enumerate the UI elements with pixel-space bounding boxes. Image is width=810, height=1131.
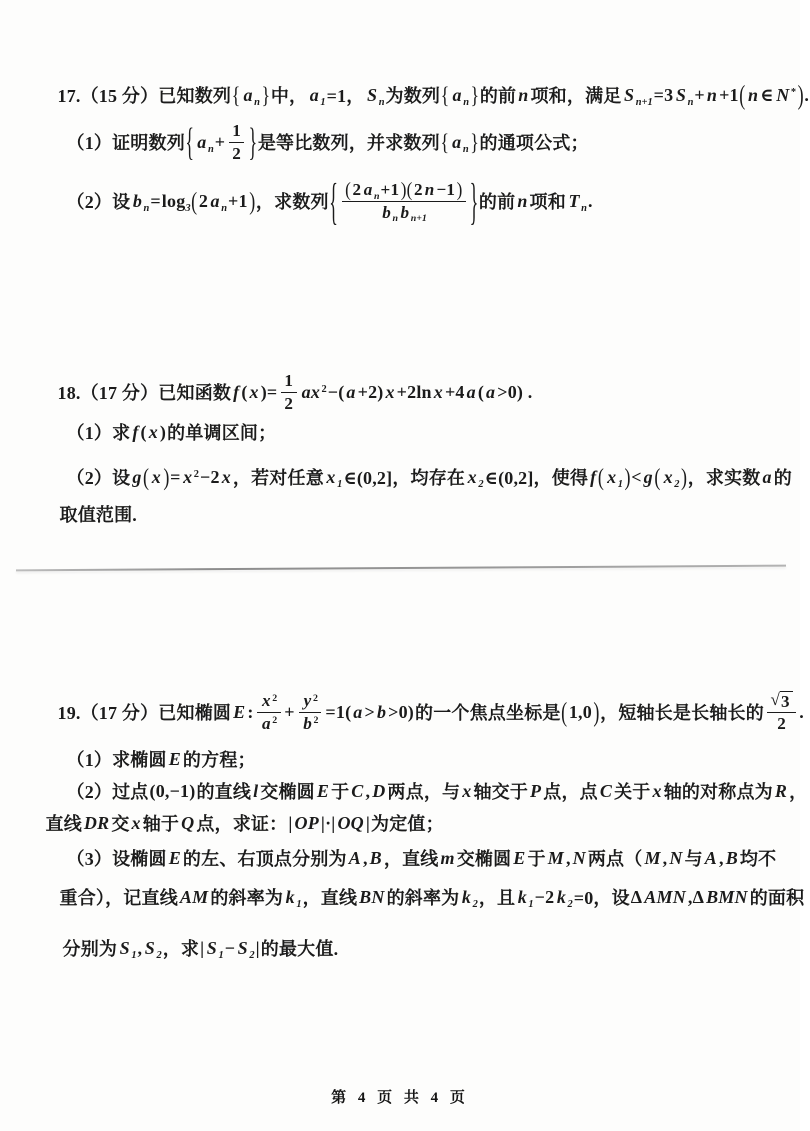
q19-part2-line1 <box>66 777 808 805</box>
math-var: AMN <box>644 886 686 907</box>
math-var: N <box>572 847 586 868</box>
math-subscripted: b n+1 <box>400 202 427 225</box>
text-run: 的斜率为 <box>210 888 284 908</box>
text-run: 的单调区间； <box>167 423 277 443</box>
q19-part3-line3 <box>62 933 339 963</box>
text-run: ，求 <box>162 939 200 959</box>
text-run: +4 <box>444 381 465 402</box>
text-run: , <box>565 847 571 868</box>
text-run: 的斜率为 <box>386 888 460 908</box>
math-var: x <box>652 780 662 801</box>
text-run: + <box>214 131 226 152</box>
text-run: . <box>587 190 593 211</box>
fraction <box>229 121 245 162</box>
text-run: ，且 <box>478 888 516 908</box>
math-var: a <box>466 381 476 402</box>
math-subscripted: S n <box>675 84 694 108</box>
text-run: 于 <box>331 782 350 802</box>
text-run: （2）设 <box>66 192 131 212</box>
text-run: +1 <box>380 180 400 200</box>
math-var: E <box>168 847 181 868</box>
text-run: 2 <box>414 180 423 200</box>
math-var: x <box>433 381 443 402</box>
math-var: R <box>774 780 788 801</box>
fraction <box>281 371 297 412</box>
math-var: OQ <box>337 812 364 833</box>
text-run: : <box>247 701 254 722</box>
text-run: 1 <box>232 121 241 141</box>
math-var: OP <box>294 812 319 833</box>
text-run: 的通项公式； <box>479 133 589 153</box>
text-run: | <box>365 812 371 833</box>
text-run: +1 <box>719 84 739 105</box>
math-superscripted: N * <box>776 84 797 105</box>
text-run: 交椭圆 <box>260 782 315 802</box>
text-run: 2 <box>352 180 362 200</box>
text-run: 取值范围. <box>59 505 137 525</box>
math-var: m <box>440 847 455 868</box>
section-divider-line <box>16 565 786 572</box>
math-subscripted: a n <box>243 84 260 108</box>
math-subscripted: S n <box>367 84 385 108</box>
text-run: | <box>200 937 205 958</box>
math-var: x <box>462 780 472 801</box>
math-subscripted: S n+1 <box>623 84 653 108</box>
math-var: x <box>148 421 158 442</box>
delimited-group: ( x 1 ) <box>597 463 631 491</box>
text-run: +2ln <box>396 381 432 402</box>
text-run: 两点，与 <box>387 782 461 802</box>
text-run: 轴交于 <box>473 782 529 802</box>
math-subscripted: x 1 <box>607 466 623 490</box>
math-subscripted: x 2 <box>663 466 680 490</box>
math-var: BMN <box>706 886 748 907</box>
text-run: >0) <box>388 701 414 722</box>
text-run: ∈ <box>760 84 774 105</box>
math-var: x <box>131 812 141 833</box>
text-run: . <box>804 84 810 105</box>
text-run: 19.（17 分）已知椭圆 <box>57 703 232 723</box>
math-var: B <box>369 847 382 868</box>
math-var: x <box>249 381 259 402</box>
text-run: , <box>365 780 371 801</box>
text-run: ) <box>159 421 167 442</box>
text-run: ，若对任意 <box>232 468 324 488</box>
math-var: A <box>704 847 717 868</box>
q17-part1 <box>66 114 589 170</box>
text-run: ，直线 <box>302 888 358 908</box>
text-run: 两点（ <box>587 849 643 869</box>
text-run: ，直线 <box>383 849 439 869</box>
text-run: 交 <box>111 814 130 834</box>
math-var: f <box>132 421 139 442</box>
text-run: , <box>137 937 143 958</box>
text-run: , <box>362 847 368 868</box>
text-run: ，求数列 <box>255 192 329 212</box>
text-run: −1 <box>436 180 456 200</box>
text-run: 1,0 <box>568 701 592 722</box>
q17-statement <box>57 76 810 114</box>
math-var: A <box>348 847 361 868</box>
q18-part1 <box>66 419 277 445</box>
math-subscripted: T n <box>568 190 587 214</box>
math-var: l <box>253 780 259 801</box>
text-run: = <box>150 190 161 211</box>
text-run: −( <box>327 381 345 402</box>
delimited-group: ( 2 a n +1 ) <box>345 178 407 203</box>
text-run: （2）过点 <box>66 782 149 802</box>
text-run: ， <box>789 782 808 802</box>
math-subscripted: S 2 <box>144 937 162 961</box>
math-var: P <box>530 780 542 801</box>
page-number-label: 第 4 页 共 4 页 <box>331 1090 469 1106</box>
math-var: n <box>517 190 528 211</box>
math-subscripted: k 2 <box>556 886 573 910</box>
text-run: , <box>662 847 668 868</box>
text-run: + <box>694 84 705 105</box>
text-run: , <box>719 847 724 868</box>
text-run: 的一个焦点坐标是 <box>415 703 561 723</box>
math-var: n <box>518 84 529 105</box>
text-run: + <box>284 701 295 722</box>
text-run: 的最大值. <box>260 939 339 959</box>
text-run: 1 <box>284 371 294 391</box>
math-var: f <box>233 381 240 402</box>
text-run: 点，点 <box>543 782 598 802</box>
text-run: 轴于 <box>142 814 180 834</box>
text-run: −2 <box>200 466 220 487</box>
math-subscripted: k 1 <box>285 886 302 910</box>
math-var: f <box>590 466 597 487</box>
math-subscripted: S 1 <box>206 937 224 961</box>
math-subscripted: a n <box>452 84 469 108</box>
text-run: 为定值； <box>371 814 444 834</box>
text-run: （1）证明数列 <box>66 133 185 153</box>
math-var: M <box>547 847 564 868</box>
text-run: ( <box>140 421 147 442</box>
radical: √ 3 <box>770 691 792 712</box>
text-run: 均不 <box>739 849 777 869</box>
delimited-group: ( n ∈ N * ) <box>739 80 804 110</box>
delimited-group: { ( 2 a n +1 ) ( 2 n −1 ) b n b n+1 } <box>329 173 479 229</box>
text-run: = <box>170 466 181 487</box>
math-subscripted: x 2 <box>467 466 484 490</box>
text-run: 的方程； <box>182 750 256 770</box>
math-var: a <box>346 381 356 402</box>
text-run: )= <box>260 381 278 402</box>
text-run: +1 <box>228 190 248 211</box>
text-run: |·| <box>320 812 336 833</box>
math-var: BN <box>359 886 385 907</box>
math-subscripted: a 1 <box>309 84 326 108</box>
text-run: 的面积 <box>749 888 805 908</box>
text-run: （1）求 <box>66 423 131 443</box>
text-run: 为数列 <box>385 86 441 106</box>
text-run: 18.（17 分）已知函数 <box>57 383 232 403</box>
q18-statement <box>57 364 533 420</box>
text-run: ，短轴长是长轴长的 <box>600 703 764 723</box>
text-run: ,Δ <box>687 886 705 907</box>
math-var: N <box>669 847 683 868</box>
text-run: 的直线 <box>196 782 252 802</box>
math-var: B <box>725 847 738 868</box>
math-subscripted: a n <box>210 190 228 214</box>
math-var: D <box>372 780 386 801</box>
math-var: C <box>351 780 364 801</box>
text-run: 是等比数列，并求数列 <box>257 133 440 153</box>
math-var: AM <box>179 886 209 907</box>
text-run: 2 <box>198 190 209 211</box>
text-run: | <box>288 812 293 833</box>
math-subscripted: a n <box>452 131 469 155</box>
q19-statement <box>57 681 804 743</box>
text-run: (0,−1) <box>149 780 196 801</box>
math-subscripted: a n <box>363 180 380 203</box>
delimited-group: ( x ) <box>143 463 170 491</box>
math-subscripted: b n <box>132 190 150 214</box>
math-var: n <box>706 84 718 105</box>
math-subscripted: S 1 <box>119 937 137 961</box>
text-run: | <box>255 937 260 958</box>
math-var: g <box>132 466 142 487</box>
math-subscripted: k 1 <box>517 886 534 910</box>
math-var: E <box>316 780 330 801</box>
text-run: − <box>224 937 236 958</box>
math-var: a <box>486 381 496 402</box>
delimited-group: { a n } <box>440 129 480 155</box>
q19-part3-line1 <box>66 843 777 873</box>
text-run: （1）求椭圆 <box>66 750 167 770</box>
text-run: 分别为 <box>62 939 118 959</box>
delimited-group: { a n } <box>231 82 271 108</box>
math-superscripted: a 2 <box>262 713 278 733</box>
math-var: a <box>762 466 772 487</box>
text-run: ( <box>241 381 248 402</box>
text-run: 中， <box>270 86 308 106</box>
text-run: ∈(0,2]，使得 <box>484 468 589 488</box>
delimited-group: ( x 2 ) <box>654 463 688 491</box>
text-run: 的前 <box>479 86 517 106</box>
math-superscripted: y 2 <box>303 691 318 711</box>
text-run: 2 <box>777 714 786 734</box>
math-var: Q <box>181 812 195 833</box>
q19-part1 <box>66 746 256 772</box>
q19-part3-line2 <box>59 882 805 912</box>
text-run: ，求实数 <box>687 468 761 488</box>
math-var: DR <box>83 812 110 833</box>
text-run: 与 <box>684 849 703 869</box>
text-run: ( <box>477 381 485 402</box>
delimited-group: { a n } <box>440 82 480 108</box>
text-run: . <box>799 701 804 722</box>
text-run: 于 <box>527 849 546 869</box>
math-subscripted: b n <box>382 202 399 225</box>
text-run: =0，设 <box>573 888 630 908</box>
text-run: > <box>364 701 375 722</box>
text-run: Δ <box>630 886 643 907</box>
math-subscripted: a n <box>197 131 214 155</box>
math-var: x <box>221 466 231 487</box>
math-var: C <box>599 780 613 801</box>
delimited-group: ( 2 n −1 ) <box>406 178 463 201</box>
text-run: =1( <box>325 701 352 722</box>
text-run: 的左、右顶点分别为 <box>182 849 347 869</box>
math-var: n <box>424 180 435 200</box>
text-run: 的前 <box>478 192 516 212</box>
math-subscripted: k 2 <box>461 886 478 910</box>
q18-part2 <box>66 458 792 496</box>
q19-part2-line2 <box>45 809 444 837</box>
math-subscripted: x 1 <box>326 466 343 490</box>
math-var: b <box>376 701 387 722</box>
text-run: 项和 <box>529 192 566 212</box>
page-footer <box>0 1086 800 1107</box>
text-run: >0) . <box>497 381 533 402</box>
text-run: （3）设椭圆 <box>66 849 167 869</box>
delimited-group: ( 2 a n +1 ) <box>191 187 256 215</box>
math-superscripted: x 2 <box>262 691 278 711</box>
math-var: a <box>353 701 363 722</box>
q17-part2 <box>66 168 593 234</box>
text-run: 重合），记直线 <box>59 888 178 908</box>
math-var: E <box>168 748 181 769</box>
fraction <box>298 691 322 732</box>
text-run: 直线 <box>45 814 82 834</box>
text-run: （2）设 <box>66 468 131 488</box>
text-run: 关于 <box>614 782 651 802</box>
fraction <box>342 178 465 225</box>
delimited-group: { a n + $\frac{1}{2}$ } <box>185 120 258 164</box>
math-superscripted: b 2 <box>303 713 319 733</box>
math-var: E <box>233 701 246 722</box>
fraction <box>767 691 795 734</box>
text-run: 轴的对称点为 <box>663 782 773 802</box>
text-run: +2) <box>357 381 384 402</box>
text-run: 2 <box>232 143 241 163</box>
text-run: 的 <box>773 468 792 488</box>
text-run: =1， <box>326 86 365 106</box>
text-run: < <box>631 466 642 487</box>
math-var: x <box>385 381 395 402</box>
text-run: 17.（15 分）已知数列 <box>57 86 232 106</box>
math-subscripted: log 3 <box>161 190 191 214</box>
text-run: 2 <box>284 393 294 413</box>
text-run: 交椭圆 <box>456 849 512 869</box>
fraction <box>257 691 281 732</box>
text-run: −2 <box>534 886 555 907</box>
text-run: 点，求证： <box>196 814 288 834</box>
q18-part2-cont <box>59 501 138 527</box>
math-superscripted: ax 2 <box>301 381 327 402</box>
math-var: x <box>151 466 161 487</box>
math-var: g <box>643 466 653 487</box>
text-run: 项和，满足 <box>530 86 622 106</box>
text-run: =3 <box>653 84 674 105</box>
math-var: E <box>513 847 526 868</box>
text-run: ∈(0,2]，均存在 <box>343 468 466 488</box>
math-var: M <box>644 847 661 868</box>
math-var: n <box>747 84 759 105</box>
delimited-group: ( 1,0 ) <box>561 697 600 727</box>
math-subscripted: S 2 <box>237 937 255 961</box>
math-superscripted: x 2 <box>183 466 200 487</box>
